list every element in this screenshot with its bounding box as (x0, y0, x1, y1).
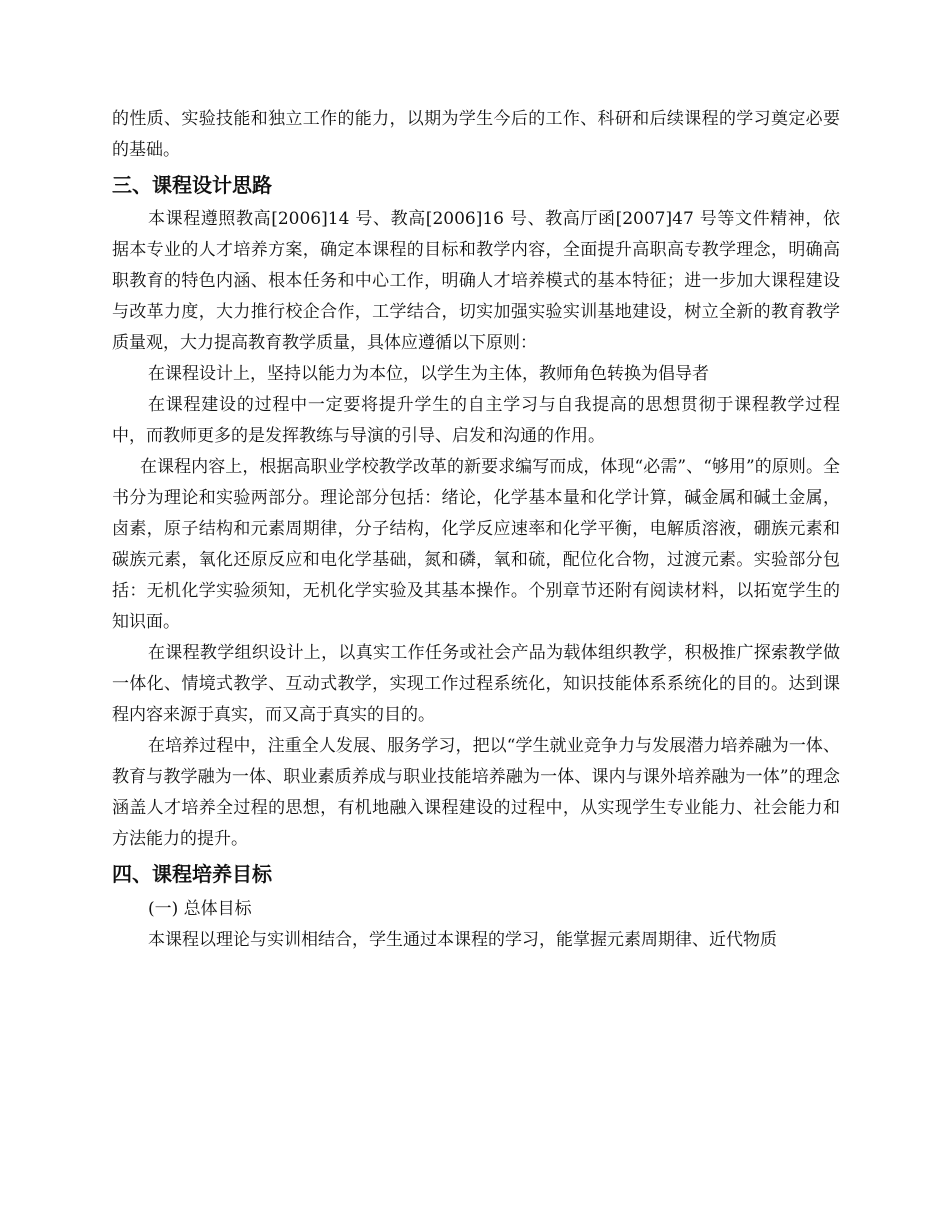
document-page (112, 104, 840, 956)
design-paragraph-2: 在课程设计上，坚持以能力为本位，以学生为主体，教师角色转换为倡导者 (148, 364, 709, 384)
section-heading-course-design: 三、课程设计思路 (112, 173, 272, 197)
subheading-overall-goal: (一) 总体目标 (148, 899, 252, 919)
design-paragraph-1: 本课程遵照教高[2006]14 号、教高[2006]16 号、教高厅函[2007]47 号等文件精神，依据本专业的人才培养方案，确定本课程的目标和教学内容，全面提升高职高专教学理念，明确高职教育的特色内涵、根本任务和中心工作，明确人才培养模式的基本特征；进一步加大课程建设与改革力度，大力推行校企合作，工学结合，切实加强实验实训基地建设，树立全新的教育教学质量观，大力提高教育教学质量，具体应遵循以下原则： (112, 209, 840, 353)
intro-tail-paragraph: 的性质、实验技能和独立工作的能力，以期为学生今后的工作、科研和后续课程的学习奠定必要的基础。 (112, 109, 840, 160)
design-paragraph-3: 在课程建设的过程中一定要将提升学生的自主学习与自我提高的思想贯彻于课程教学过程中，而教师更多的是发挥教练与导演的引导、启发和沟通的作用。 (112, 395, 840, 446)
section-heading-course-goals: 四、课程培养目标 (112, 862, 272, 886)
design-paragraph-4: 在课程内容上，根据高职业学校教学改革的新要求编写而成，体现“必需”、“够用”的原则。全书分为理论和实验两部分。理论部分包括：绪论，化学基本量和化学计算，碱金属和碱土金属，卤素，原子结构和元素周期律，分子结构，化学反应速率和化学平衡，电解质溶液，硼族元素和碳族元素，氧化还原反应和电化学基础，氮和磷，氧和硫，配位化合物，过渡元素。实验部分包括：无机化学实验须知，无机化学实验及其基本操作。个别章节还附有阅读材料，以拓宽学生的知识面。 (112, 457, 840, 632)
goal-paragraph-1: 本课程以理论与实训相结合，学生通过本课程的学习，能掌握元素周期律、近代物质 (148, 930, 777, 950)
design-paragraph-5: 在课程教学组织设计上，以真实工作任务或社会产品为载体组织教学，积极推广探索教学做一体化、情境式教学、互动式教学，实现工作过程系统化，知识技能体系系统化的目的。达到课程内容来源于真实，而又高于真实的目的。 (112, 643, 840, 725)
design-paragraph-6: 在培养过程中，注重全人发展、服务学习，把以“学生就业竞争力与发展潜力培养融为一体、教育与教学融为一体、职业素质养成与职业技能培养融为一体、课内与课外培养融为一体”的理念涵盖人才培养全过程的思想，有机地融入课程建设的过程中，从实现学生专业能力、社会能力和方法能力的提升。 (112, 736, 840, 849)
